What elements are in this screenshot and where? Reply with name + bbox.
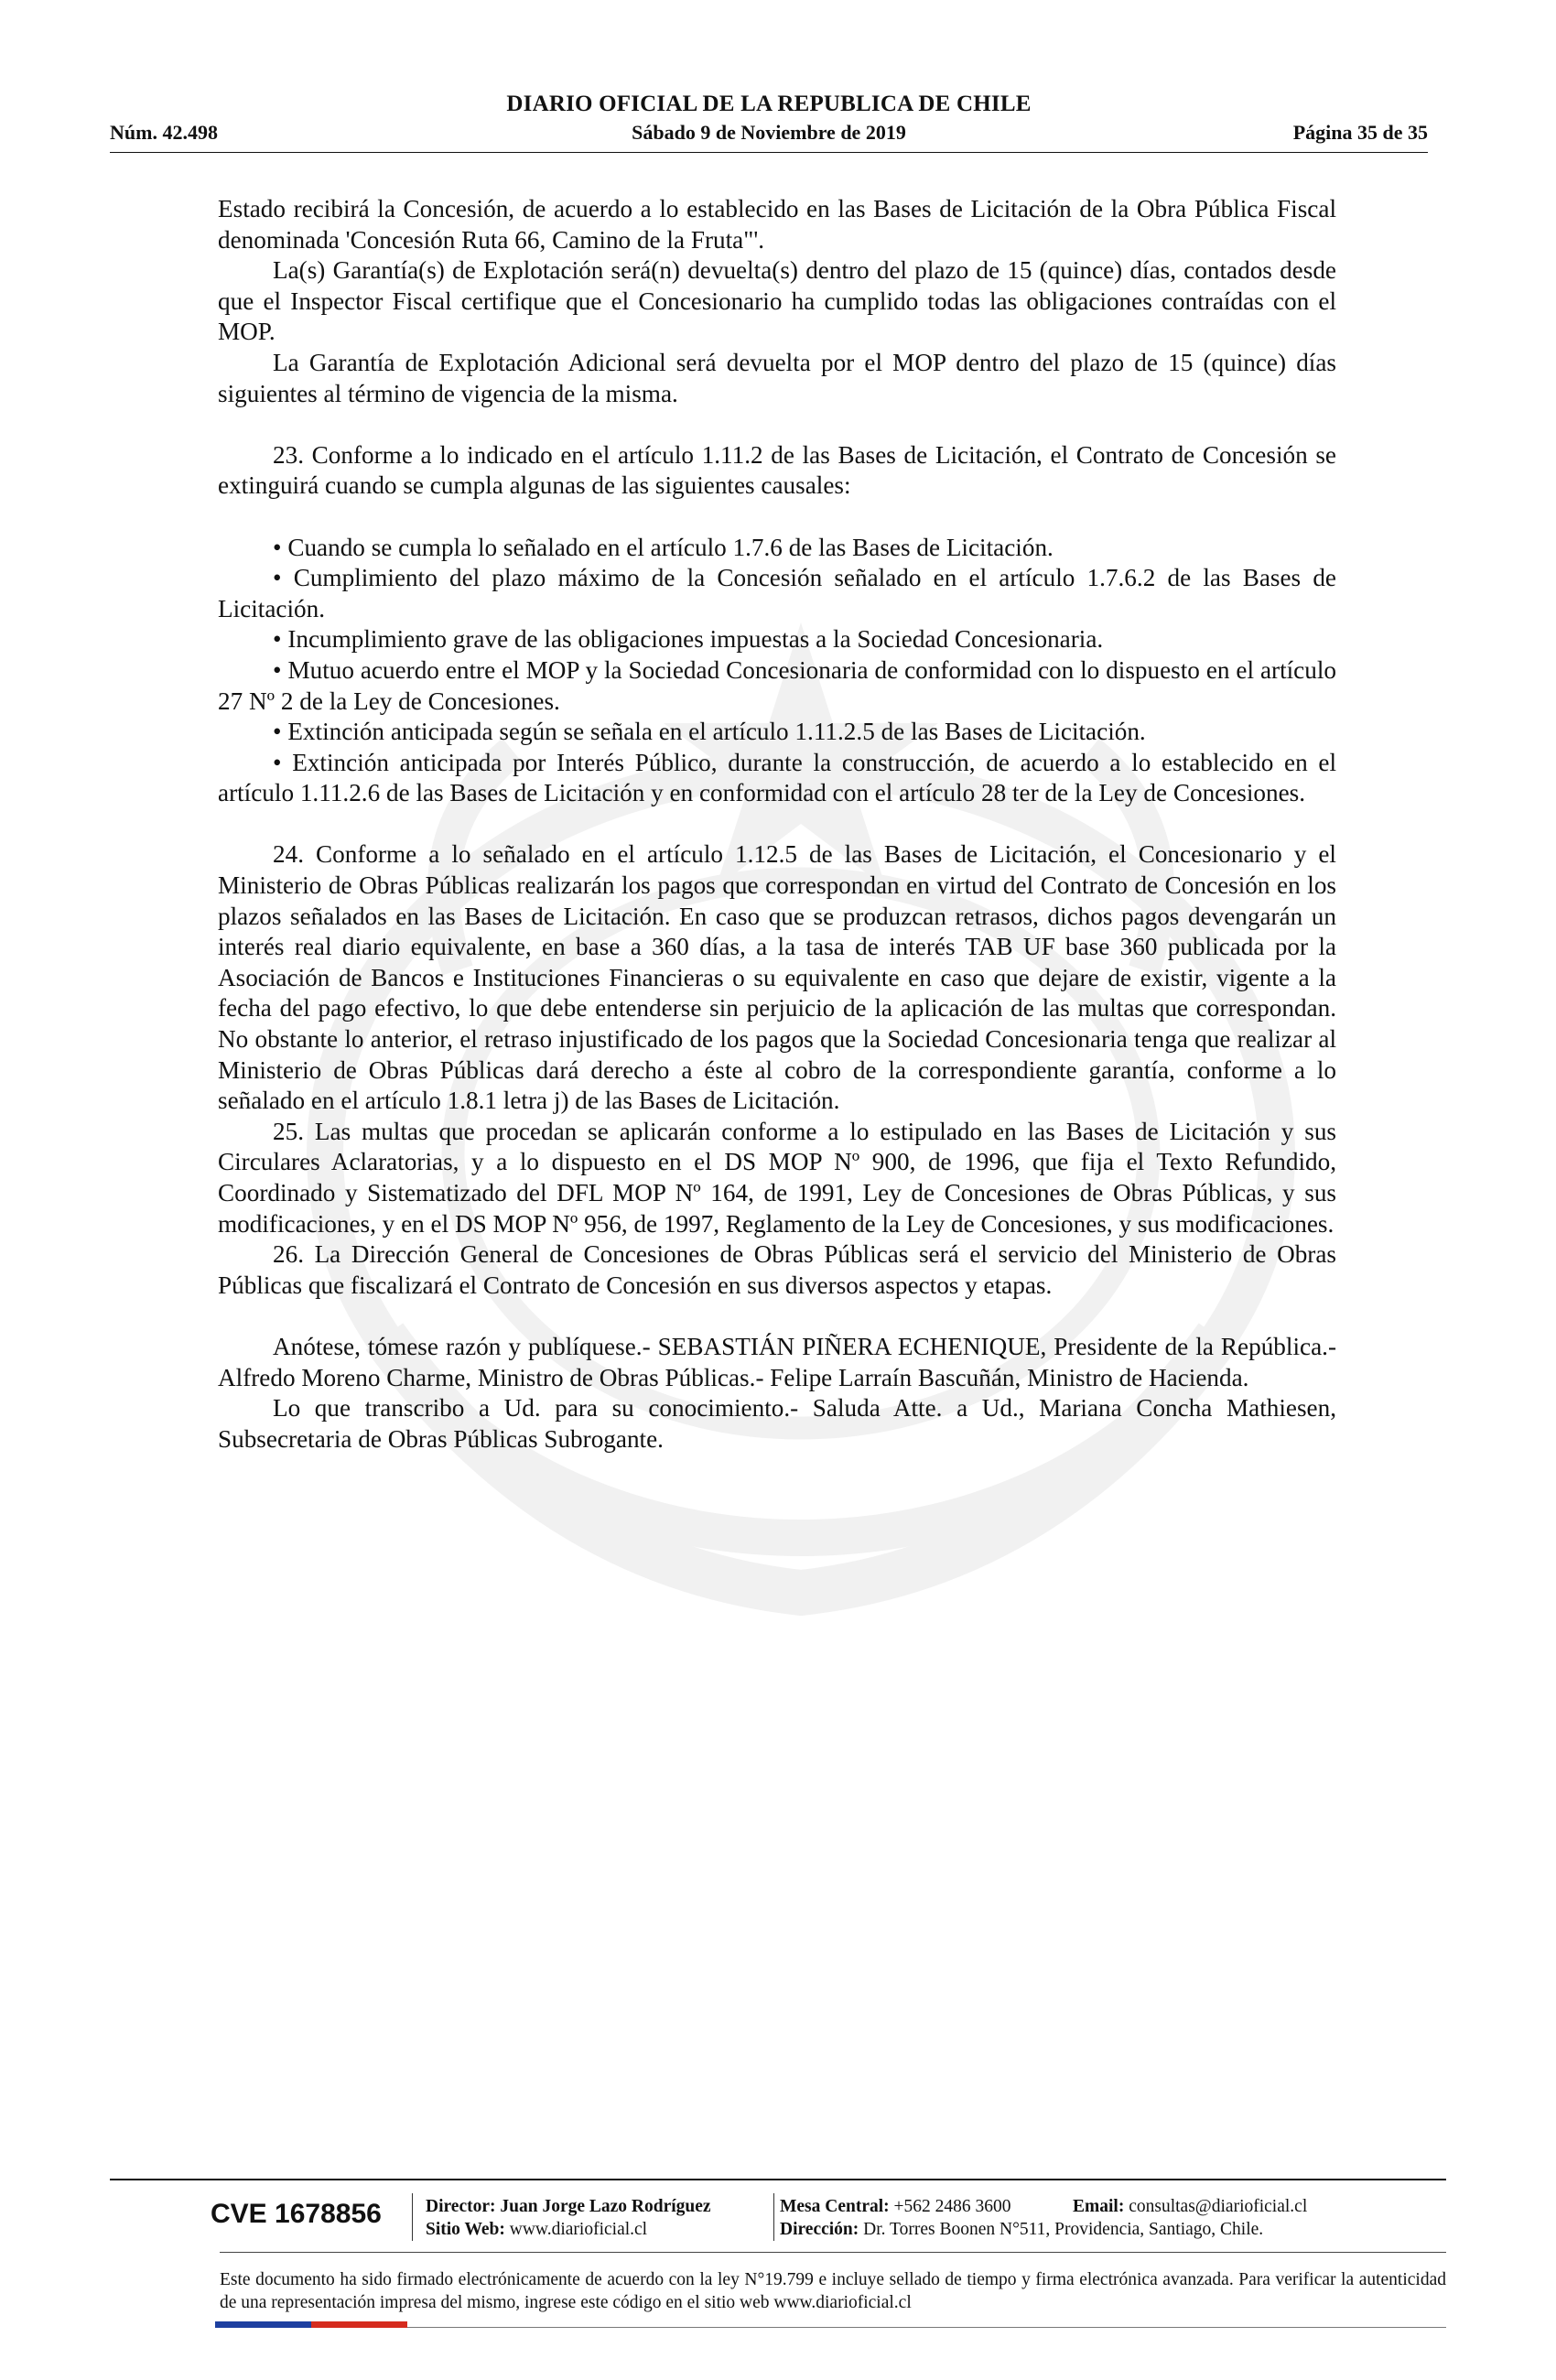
closing-paragraph: Lo que transcribo a Ud. para su conocimiento.- Saluda Atte. a Ud., Mariana Concha Mathiesen, Subsecretaria de Obras Públicas Subrogante. (218, 1394, 1336, 1453)
clause-25: 25. Las multas que procedan se aplicarán conforme a lo estipulado en las Bases de Licitación y sus Circulares Aclaratorias, y a lo dispuesto en el DS MOP Nº 900, de 1996, que fija el Texto Refundido, Coordinado y Sistematizado del DFL MOP Nº 164, de 1991, Ley de Concesiones de Obras Públicas, y sus modificaciones, y en el DS MOP Nº 956, de 1997, Reglamento de la Ley de Concesiones, y sus modificaciones. (218, 1117, 1336, 1238)
header-divider (110, 152, 1428, 153)
website-label: Sitio Web: (426, 2220, 505, 2239)
clause-24: 24. Conforme a lo señalado en el artículo 1.12.5 de las Bases de Licitación, el Concesionario y el Ministerio de Obras Públicas realizarán los pagos que correspondan en virtud del Contrato de Concesión en los plazos señalados en las Bases de Licitación. En caso que se produzcan retrasos, dichos pagos devengarán un interés real diario equivalente, en base a 360 días, a la tasa de interés TAB UF base 360 publicada por la Asociación de Bancos e Instituciones Financieras o su equivalente en caso que dejare de existir, vigente a la fecha del pago efectivo, lo que debe entenderse sin perjuicio de la aplicación de las multas que correspondan. No obstante lo anterior, el retraso injustificado de los pagos que la Sociedad Concesionaria tenga que realizar al Ministerio de Obras Públicas dará derecho a éste al cobro de la correspondiente garantía, conforme a lo señalado en el artículo 1.8.1 letra j) de las Bases de Licitación. (218, 840, 1336, 1115)
bullet-item: • Incumplimiento grave de las obligaciones impuestas a la Sociedad Concesionaria. (273, 625, 1104, 654)
paragraph: Estado recibirá la Concesión, de acuerdo a lo establecido en las Bases de Licitación de la Obra Pública Fiscal denominada 'Concesión Ruta 66, Camino de la Fruta"'. (218, 195, 1336, 254)
document-body (218, 194, 1336, 1455)
director-name: Juan Jorge Lazo Rodríguez (500, 2197, 711, 2216)
clause-26: 26. La Dirección General de Concesiones de Obras Públicas será el servicio del Ministerio de Obras Públicas que fiscalizará el Contrato de Concesión en sus diversos aspectos y etapas. (218, 1240, 1336, 1299)
bullet-item: • Extinción anticipada según se señala en el artículo 1.11.2.5 de las Bases de Licitación. (273, 718, 1146, 746)
issue-number: Núm. 42.498 (110, 121, 218, 144)
issue-date: Sábado 9 de Noviembre de 2019 (632, 121, 906, 144)
director-label: Director: (426, 2197, 496, 2216)
paragraph: La(s) Garantía(s) de Explotación será(n) devuelta(s) dentro del plazo de 15 (quince) días, contados desde que el Inspector Fiscal certifique que el Concesionario ha cumplido todas las obligaciones contraídas con el MOP. (218, 256, 1336, 346)
flag-red-band (311, 2321, 407, 2328)
publication-title: DIARIO OFICIAL DE LA REPUBLICA DE CHILE (506, 92, 1032, 116)
page-footer (110, 2179, 1446, 2334)
legal-note: Este documento ha sido firmado electrónicamente de acuerdo con la ley N°19.799 e incluye sellado de tiempo y firma electrónica avanzada. Para verificar la autenticidad de una representación impresa del mismo, ingrese este código en el sitio web www.diarioficial.cl (220, 2270, 1446, 2312)
phone-number: +562 2486 3600 (893, 2197, 1011, 2216)
bullet-item: • Cumplimiento del plazo máximo de la Concesión señalado en el artículo 1.7.6.2 de las Bases de Licitación. (218, 564, 1336, 622)
flag-blue-band (215, 2321, 311, 2328)
flag-stripe (215, 2321, 407, 2328)
footer-bottom-rule (407, 2327, 1446, 2328)
cve-code: CVE 1678856 (211, 2199, 382, 2229)
signatures-paragraph: Anótese, tómese razón y publíquese.- SEBASTIÁN PIÑERA ECHENIQUE, Presidente de la República.- Alfredo Moreno Charme, Ministro de Obras Públicas.- Felipe Larraín Bascuñán, Ministro de Hacienda. (218, 1332, 1336, 1391)
bullet-item: • Extinción anticipada por Interés Público, durante la construcción, de acuerdo a lo establecido en el artículo 1.11.2.6 de las Bases de Licitación y en conformidad con el artículo 28 ter de la Ley de Concesiones. (218, 748, 1336, 807)
paragraph: La Garantía de Explotación Adicional será devuelta por el MOP dentro del plazo de 15 (quince) días siguientes al término de vigencia de la misma. (218, 348, 1336, 407)
email-link[interactable]: consultas@diarioficial.cl (1129, 2197, 1308, 2216)
website-link[interactable]: www.diarioficial.cl (509, 2220, 648, 2239)
clause-23: 23. Conforme a lo indicado en el artículo 1.11.2 de las Bases de Licitación, el Contrato de Concesión se extinguirá cuando se cumpla algunas de las siguientes causales: (218, 440, 1336, 500)
footer-director-block (426, 2195, 711, 2241)
footer-separator (773, 2193, 774, 2241)
address: Dr. Torres Boonen N°511, Providencia, Santiago, Chile. (863, 2220, 1264, 2239)
bullet-item: • Mutuo acuerdo entre el MOP y la Sociedad Concesionaria de conformidad con lo dispuesto en el artículo 27 Nº 2 de la Ley de Concesiones. (218, 655, 1336, 715)
page-number: Página 35 de 35 (1292, 121, 1428, 144)
bullet-item: • Cuando se cumpla lo señalado en el artículo 1.7.6 de las Bases de Licitación. (273, 533, 1054, 561)
email-label: Email: (1073, 2197, 1125, 2216)
footer-mid-rule (220, 2252, 1446, 2253)
address-label: Dirección: (780, 2220, 859, 2239)
phone-label: Mesa Central: (780, 2197, 890, 2216)
footer-top-rule (110, 2179, 1446, 2180)
footer-separator (412, 2193, 413, 2241)
footer-contact-block (780, 2195, 1308, 2241)
